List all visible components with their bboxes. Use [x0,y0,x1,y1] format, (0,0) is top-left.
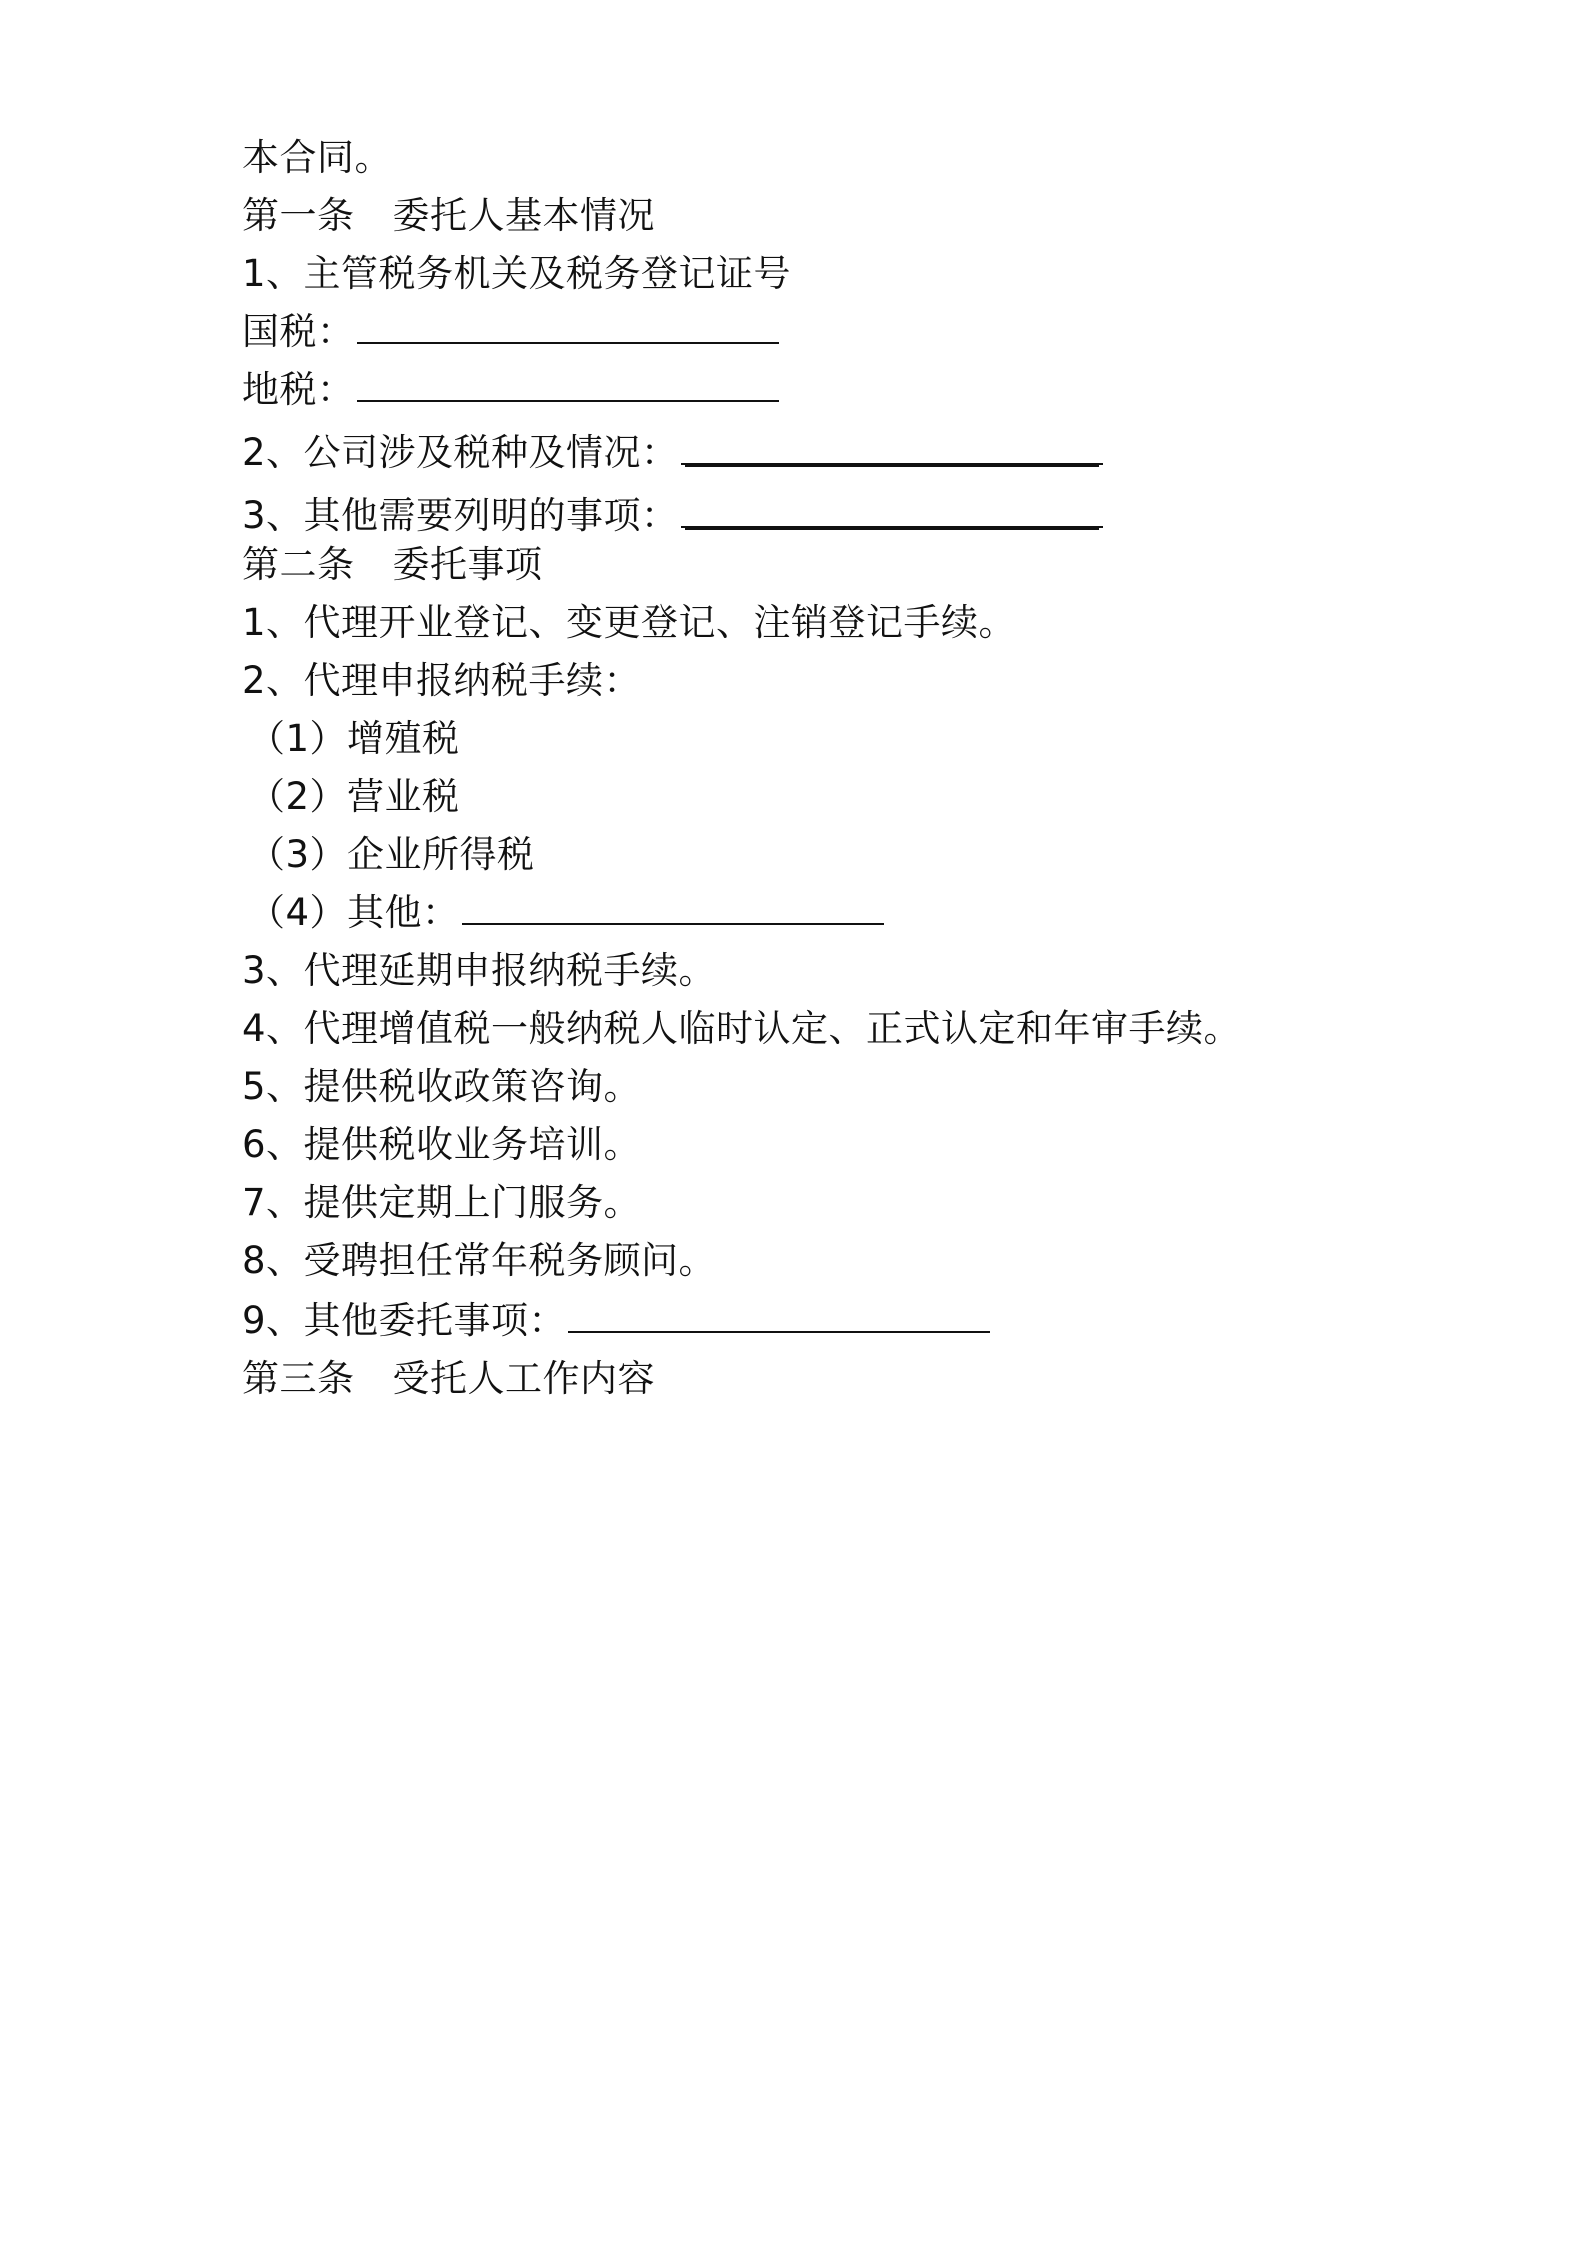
line-text: （1）增殖税 [248,717,460,760]
line-text: 4、代理增值税一般纳税人临时认定、正式认定和年审手续。 [242,1007,1242,1050]
line-text: 1、代理开业登记、变更登记、注销登记手续。 [242,601,1017,644]
article-title: 委托事项 [392,543,543,586]
fill-in-blank[interactable] [357,312,779,344]
form-line-national-tax [242,307,779,357]
text-line [242,249,791,299]
text-line [242,1004,1241,1054]
article-heading-2 [242,540,543,590]
field-label: 地税： [242,368,355,411]
form-line-local-tax [242,365,779,415]
field-label: 9、其他委托事项： [242,1299,567,1342]
text-line [242,133,392,183]
line-text: 本合同。 [242,136,392,179]
line-text: 5、提供税收政策咨询。 [242,1065,642,1108]
line-text: 6、提供税收业务培训。 [242,1123,642,1166]
fill-in-blank[interactable] [462,893,884,925]
text-line [242,656,641,706]
field-label: （4）其他： [248,891,460,934]
form-line-other-items [242,491,1103,541]
line-text: （2）营业税 [248,775,460,818]
text-line [242,946,716,996]
form-line-other-tax [248,888,884,938]
line-text: （3）企业所得税 [248,833,535,876]
fill-in-blank[interactable] [681,433,1103,465]
article-title: 委托人基本情况 [392,194,655,237]
sub-item [248,772,460,822]
line-text: 7、提供定期上门服务。 [242,1181,642,1224]
line-text: 8、受聘担任常年税务顾问。 [242,1239,717,1282]
form-line-tax-types [242,428,1103,478]
text-line [242,598,1016,648]
text-line [242,1236,716,1286]
field-label: 2、公司涉及税种及情况： [242,431,679,474]
line-text: 2、代理申报纳税手续： [242,659,642,702]
line-text: 1、主管税务机关及税务登记证号 [242,252,792,295]
text-line [242,1062,641,1112]
sub-item [248,714,460,764]
article-number: 第三条 [242,1357,355,1400]
fill-in-blank[interactable] [568,1301,990,1333]
fill-in-blank[interactable] [681,496,1103,528]
text-line [242,1178,641,1228]
article-title: 受托人工作内容 [392,1357,655,1400]
field-label: 3、其他需要列明的事项： [242,494,679,537]
sub-item [248,830,535,880]
line-text: 3、代理延期申报纳税手续。 [242,949,717,992]
fill-in-blank[interactable] [357,370,779,402]
article-heading-3 [242,1354,655,1404]
form-line-other-commissions [242,1296,990,1346]
article-number: 第一条 [242,194,355,237]
text-line [242,1120,641,1170]
article-heading-1 [242,191,655,241]
field-label: 国税： [242,310,355,353]
article-number: 第二条 [242,543,355,586]
